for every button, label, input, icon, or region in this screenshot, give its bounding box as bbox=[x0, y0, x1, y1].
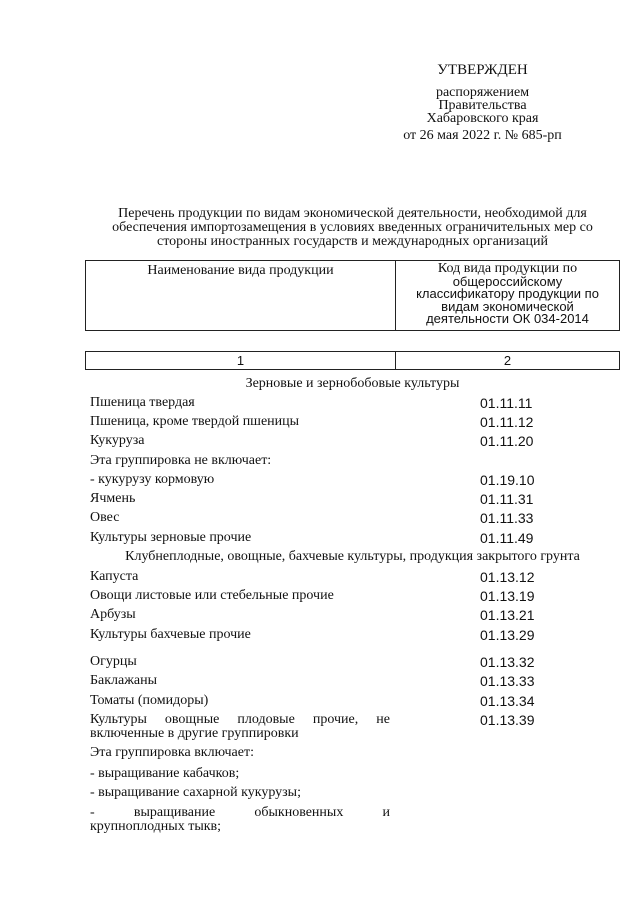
list-item: Арбузы bbox=[90, 607, 136, 622]
list-item: Пшеница твердая bbox=[90, 395, 195, 410]
list-item: Культуры бахчевые прочие bbox=[90, 627, 251, 642]
approval-heading: УТВЕРЖДЕН bbox=[437, 62, 528, 78]
list-item: Капуста bbox=[90, 569, 139, 584]
product-code: 01.13.21 bbox=[480, 607, 535, 623]
list-item: - выращивание кабачков; bbox=[90, 766, 240, 781]
product-code: 01.11.20 bbox=[480, 433, 534, 449]
product-code: 01.13.39 bbox=[480, 712, 535, 728]
header-table bbox=[85, 260, 620, 331]
list-item-line-2: крупноплодных тыкв; bbox=[90, 819, 222, 834]
list-item: Огурцы bbox=[90, 654, 137, 669]
section-heading-grain: Зерновые и зернобобовые культуры bbox=[245, 376, 460, 391]
approval-line-2: Правительства bbox=[438, 98, 527, 113]
approval-line-1: распоряжением bbox=[435, 85, 530, 100]
header-col-name: Наименование вида продукции bbox=[86, 261, 396, 330]
product-code: 01.11.33 bbox=[480, 510, 534, 526]
column-number-2: 2 bbox=[503, 353, 512, 368]
title-line-2: обеспечения импортозамещения в условиях введенных ограничительных мер со bbox=[112, 220, 593, 235]
title-line-3: стороны иностранных государств и международных организаций bbox=[156, 234, 548, 249]
approval-line-4: от 26 мая 2022 г. № 685-рп bbox=[403, 128, 562, 143]
product-code: 01.11.11 bbox=[480, 395, 533, 411]
header-code-line-5: деятельности ОК 034-2014 bbox=[426, 311, 589, 326]
list-item: Овощи листовые или стебельные прочие bbox=[90, 588, 334, 603]
section-heading-vegetables: Клубнеплодные, овощные, бахчевые культуры, продукция закрытого грунта bbox=[125, 549, 580, 564]
product-code: 01.11.12 bbox=[480, 414, 534, 430]
list-item: Баклажаны bbox=[90, 673, 158, 688]
list-item-multiline bbox=[90, 806, 390, 834]
list-item-line-1: - выращивание обыкновенных и bbox=[90, 805, 390, 820]
list-item: Томаты (помидоры) bbox=[90, 693, 209, 708]
list-item: Ячмень bbox=[90, 491, 136, 506]
header-code-line-3: классификатору продукции по bbox=[416, 286, 599, 301]
list-item: Культуры зерновые прочие bbox=[90, 530, 252, 545]
list-item: Овес bbox=[90, 510, 120, 525]
list-item-multiline bbox=[90, 713, 390, 741]
title-line-1: Перечень продукции по видам экономической деятельности, необходимой для bbox=[118, 206, 587, 221]
document-title bbox=[85, 207, 620, 249]
list-item: - выращивание сахарной кукурузы; bbox=[90, 785, 301, 800]
product-code: 01.11.49 bbox=[480, 530, 534, 546]
header-col-code bbox=[396, 261, 619, 332]
list-item-line-2: включенные в другие группировки bbox=[90, 726, 299, 741]
list-item: Пшеница, кроме твердой пшеницы bbox=[90, 414, 300, 429]
product-code: 01.13.34 bbox=[480, 693, 535, 709]
column-number-row bbox=[85, 351, 620, 370]
approval-line-3: Хабаровского края bbox=[426, 111, 539, 126]
list-item: Кукуруза bbox=[90, 433, 145, 448]
product-code: 01.13.29 bbox=[480, 627, 535, 643]
list-item: Эта группировка не включает: bbox=[90, 453, 272, 468]
list-item-line-1: Культуры овощные плодовые прочие, не bbox=[90, 712, 390, 727]
header-code-line-1: Код вида продукции по bbox=[437, 261, 578, 276]
product-code: 01.13.33 bbox=[480, 673, 535, 689]
header-code-line-4: видам экономической bbox=[441, 298, 574, 314]
product-code: 01.13.32 bbox=[480, 654, 535, 670]
column-number-1: 1 bbox=[86, 352, 396, 369]
includes-heading: Эта группировка включает: bbox=[90, 745, 254, 760]
product-code: 01.19.10 bbox=[480, 472, 535, 488]
header-code-line-2: общероссийскому bbox=[452, 273, 563, 289]
product-code: 01.13.12 bbox=[480, 569, 535, 585]
product-code: 01.13.19 bbox=[480, 588, 535, 604]
product-code: 01.11.31 bbox=[480, 491, 534, 507]
list-item: - кукурузу кормовую bbox=[90, 472, 215, 487]
